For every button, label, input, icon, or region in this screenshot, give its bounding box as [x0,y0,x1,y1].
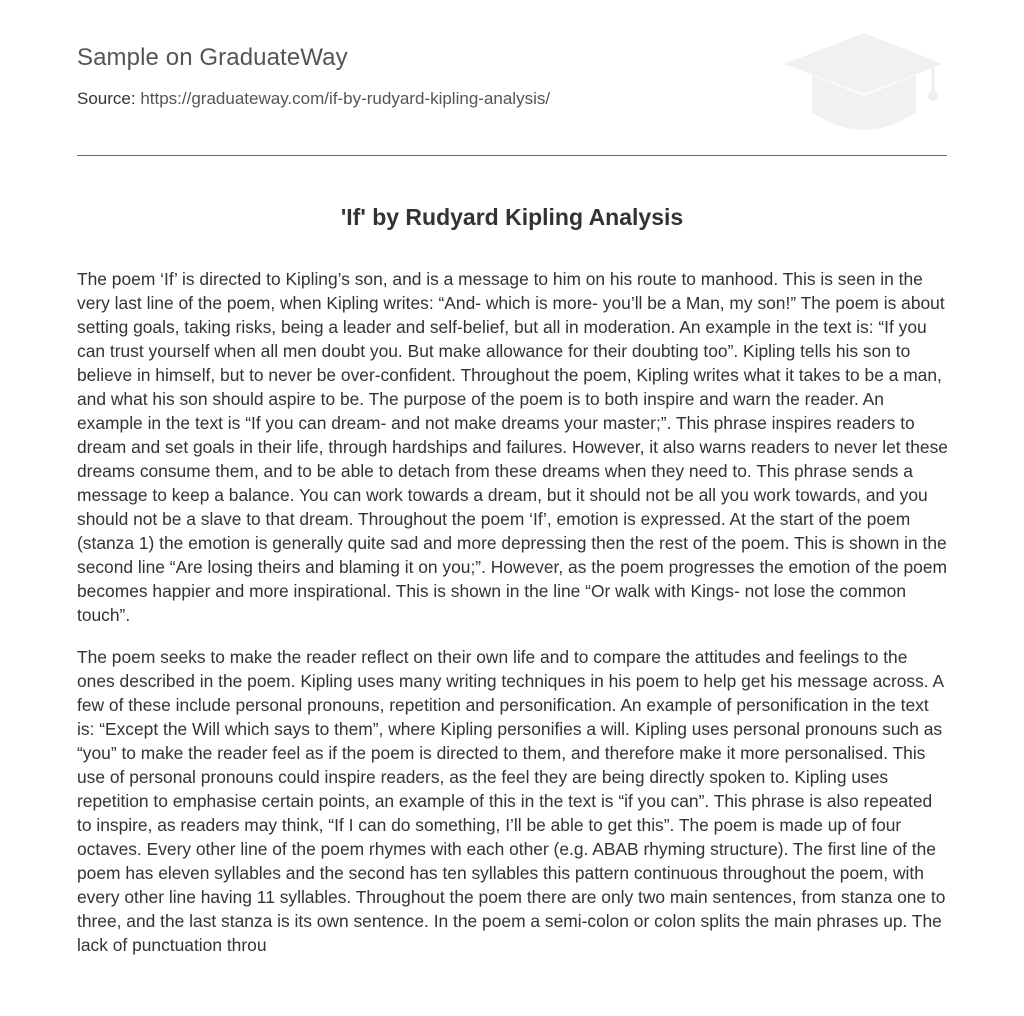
source-link[interactable]: https://graduateway.com/if-by-rudyard-kipling-analysis/ [140,89,551,108]
article-title: 'If' by Rudyard Kipling Analysis [340,204,684,230]
graduation-cap-icon [780,30,950,135]
article-paragraph: The poem seeks to make the reader reflect on their own life and to compare the attitudes and feelings to the ones described in the poem. Kipling uses many writing techniques in his poem to help get his message across. A few of these include personal pronouns, repetition and personification. An example of personification in the text is: “Except the Will which says to them”, where Kipling personifies a will. Kipling uses personal pronouns such as “you” to make the reader feel as if the poem is directed to them, and therefore make it more personalised. This use of personal pronouns could inspire readers, as the feel they are being directly spoken to. Kipling uses repetition to emphasise certain points, an example of this in the text is “if you can”. This phrase is also repeated to inspire, as readers may think, “If I can do something, I’ll be able to get this”. The poem is made up of four octaves. Every other line of the poem rhymes with each other (e.g. ABAB rhyming structure). The first line of the poem has eleven syllables and the second has ten syllables this pattern continuous throughout the poem, with every other line having 11 syllables. Throughout the poem there are only two main sentences, from stanza one to three, and the last stanza is its own sentence. In the poem a semi-colon or colon splits the main phrases up. The lack of punctuation throu [77,647,946,955]
source-line [77,89,550,109]
article-body [77,267,949,975]
article-paragraph: The poem ‘If’ is directed to Kipling’s son, and is a message to him on his route to manhood. This is seen in the very last line of the poem, when Kipling writes: “And- which is more- you’ll be a Man, my son!” The poem is about setting goals, taking risks, being a leader and self-belief, but all in moderation. An example in the text is: “If you can trust yourself when all men doubt you. But make allowance for their doubting too”. Kipling tells his son to believe in himself, but to never be over-confident. Throughout the poem, Kipling writes what it takes to be a man, and what his son should aspire to be. The purpose of the poem is to both inspire and warn the reader. An example in the text is “If you can dream- and not make dreams your master;”. This phrase inspires readers to dream and set goals in their life, through hardships and failures. However, it also warns readers to never let these dreams consume them, and to be able to detach from these dreams when they need to. This phrase sends a message to keep a balance. You can work towards a dream, but it should not be all you work towards, and you should not be a slave to that dream. Throughout the poem ‘If’, emotion is expressed. At the start of the poem (stanza 1) the emotion is generally quite sad and more depressing then the rest of the poem. This is shown in the second line “Are losing theirs and blaming it on you;”. However, as the poem progresses the emotion of the poem becomes happier and more inspirational. This is shown in the line “Or walk with Kings- not lose the common touch”. [77,269,948,625]
source-label: Source: [77,89,136,108]
site-title: Sample on GraduateWay [77,44,348,71]
header-divider [77,155,947,156]
